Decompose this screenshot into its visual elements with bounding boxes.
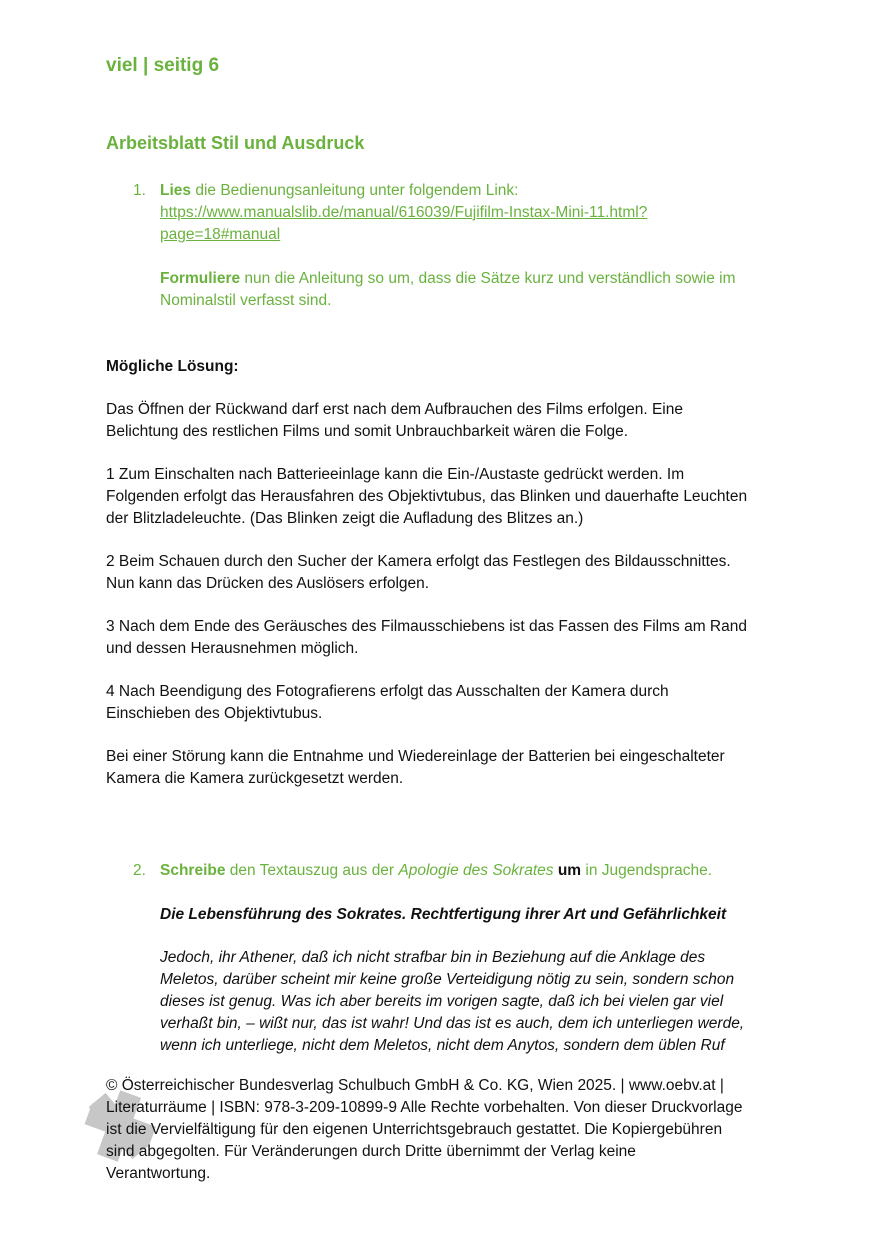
solution-line: Nun kann das Drücken des Auslösers erfolgen. xyxy=(106,575,430,592)
solution-section xyxy=(106,356,806,811)
footer-line: ist die Vervielfältigung für den eigenen Unterrichtsgebrauch gestattet. Die Kopiergebühren xyxy=(106,1121,723,1138)
solution-line: Belichtung des restlichen Films und somit Unbrauchbarkeit wären die Folge. xyxy=(106,423,629,440)
manual-link-cont[interactable]: page=18#manual xyxy=(160,226,281,243)
task-2-number: 2. xyxy=(133,862,146,879)
task-2-work-title: Apologie des Sokrates xyxy=(398,862,554,879)
task-2-text-a: den Textauszug aus der xyxy=(225,862,399,879)
solution-line: Folgenden erfolgt das Herausfahren des Objektivtubus, das Blinken und dauerhafte Leuchten xyxy=(106,488,748,505)
solution-line: Das Öffnen der Rückwand darf erst nach dem Aufbrauchen des Films erfolgen. Eine xyxy=(106,401,683,418)
solution-line: Einschieben des Objektivtubus. xyxy=(106,705,323,722)
task-2-verb-b: um xyxy=(557,862,582,879)
solution-paragraph xyxy=(106,746,806,790)
task-1-text: die Bedienungsanleitung unter folgendem Link: xyxy=(191,182,519,199)
excerpt-line: wenn ich unterliege, nicht dem Meletos, nicht dem Anytos, sondern dem üblen Ruf xyxy=(160,1037,725,1054)
task-1-verb-2: Formuliere xyxy=(160,270,241,287)
solution-line: Bei einer Störung kann die Entnahme und Wiedereinlage der Batterien bei eingeschalteter xyxy=(106,748,725,765)
task-2-text-b: in Jugendsprache. xyxy=(581,862,713,879)
excerpt-line: verhaßt bin, – wißt nur, das ist wahr! Und das ist es auch, dem ich unterliegen werde, xyxy=(160,1015,745,1032)
solution-paragraph xyxy=(106,551,806,595)
solution-heading: Mögliche Lösung: xyxy=(106,358,239,375)
excerpt-title: Die Lebensführung des Sokrates. Rechtfertigung ihrer Art und Gefährlichkeit xyxy=(160,906,727,923)
task-1-verb: Lies xyxy=(160,182,192,199)
solution-paragraphs xyxy=(106,399,806,790)
footer-line: Literaturräume | ISBN: 978-3-209-10899-9 Alle Rechte vorbehalten. Von dieser Druckvorlage xyxy=(106,1099,743,1116)
copyright-footer xyxy=(106,1075,806,1185)
solution-line: 1 Zum Einschalten nach Batterieeinlage kann die Ein-/Austaste gedrückt werden. Im xyxy=(106,466,685,483)
solution-paragraph xyxy=(106,399,806,443)
worksheet-title: Arbeitsblatt Stil und Ausdruck xyxy=(106,133,365,153)
excerpt-line: Jedoch, ihr Athener, daß ich nicht strafbar bin in Beziehung auf die Anklage des xyxy=(160,949,706,966)
solution-line: 3 Nach dem Ende des Geräusches des Filmausschiebens ist das Fassen des Films am Rand xyxy=(106,618,747,635)
solution-line: Kamera die Kamera zurückgesetzt werden. xyxy=(106,770,404,787)
task-1-number: 1. xyxy=(133,182,146,199)
solution-line: der Blitzladeleuchte. (Das Blinken zeigt die Aufladung des Blitzes an.) xyxy=(106,510,584,527)
manual-link[interactable]: https://www.manualslib.de/manual/616039/Fujifilm-Instax-Mini-11.html? xyxy=(160,204,648,221)
excerpt-line: dieses ist genug. Was ich aber bereits im vorigen sagte, daß ich bei vielen gar viel xyxy=(160,993,724,1010)
solution-paragraph xyxy=(106,464,806,530)
excerpt-text xyxy=(160,947,810,1057)
excerpt-line: Meletos, darüber scheint mir keine große Verteidigung nötig zu sein, sondern schon xyxy=(160,971,735,988)
task-1-text-2a: nun die Anleitung so um, dass die Sätze kurz und verständlich sowie im xyxy=(240,270,736,287)
task-1-text-2b: Nominalstil verfasst sind. xyxy=(160,292,332,309)
excerpt xyxy=(160,904,810,1057)
solution-line: und dessen Herausnehmen möglich. xyxy=(106,640,359,657)
solution-line: 2 Beim Schauen durch den Sucher der Kamera erfolgt das Festlegen des Bildausschnittes. xyxy=(106,553,731,570)
task-2-verb: Schreibe xyxy=(160,862,226,879)
footer-line: Verantwortung. xyxy=(106,1165,211,1182)
footer-line: © Österreichischer Bundesverlag Schulbuch GmbH & Co. KG, Wien 2025. | www.oebv.at | xyxy=(106,1077,724,1094)
solution-paragraph xyxy=(106,681,806,725)
page-header: viel | seitig 6 xyxy=(106,55,220,76)
solution-line: 4 Nach Beendigung des Fotografierens erfolgt das Ausschalten der Kamera durch xyxy=(106,683,669,700)
solution-paragraph xyxy=(106,616,806,660)
footer-line: sind abgegolten. Für Veränderungen durch Dritte übernimmt der Verlag keine xyxy=(106,1143,636,1160)
